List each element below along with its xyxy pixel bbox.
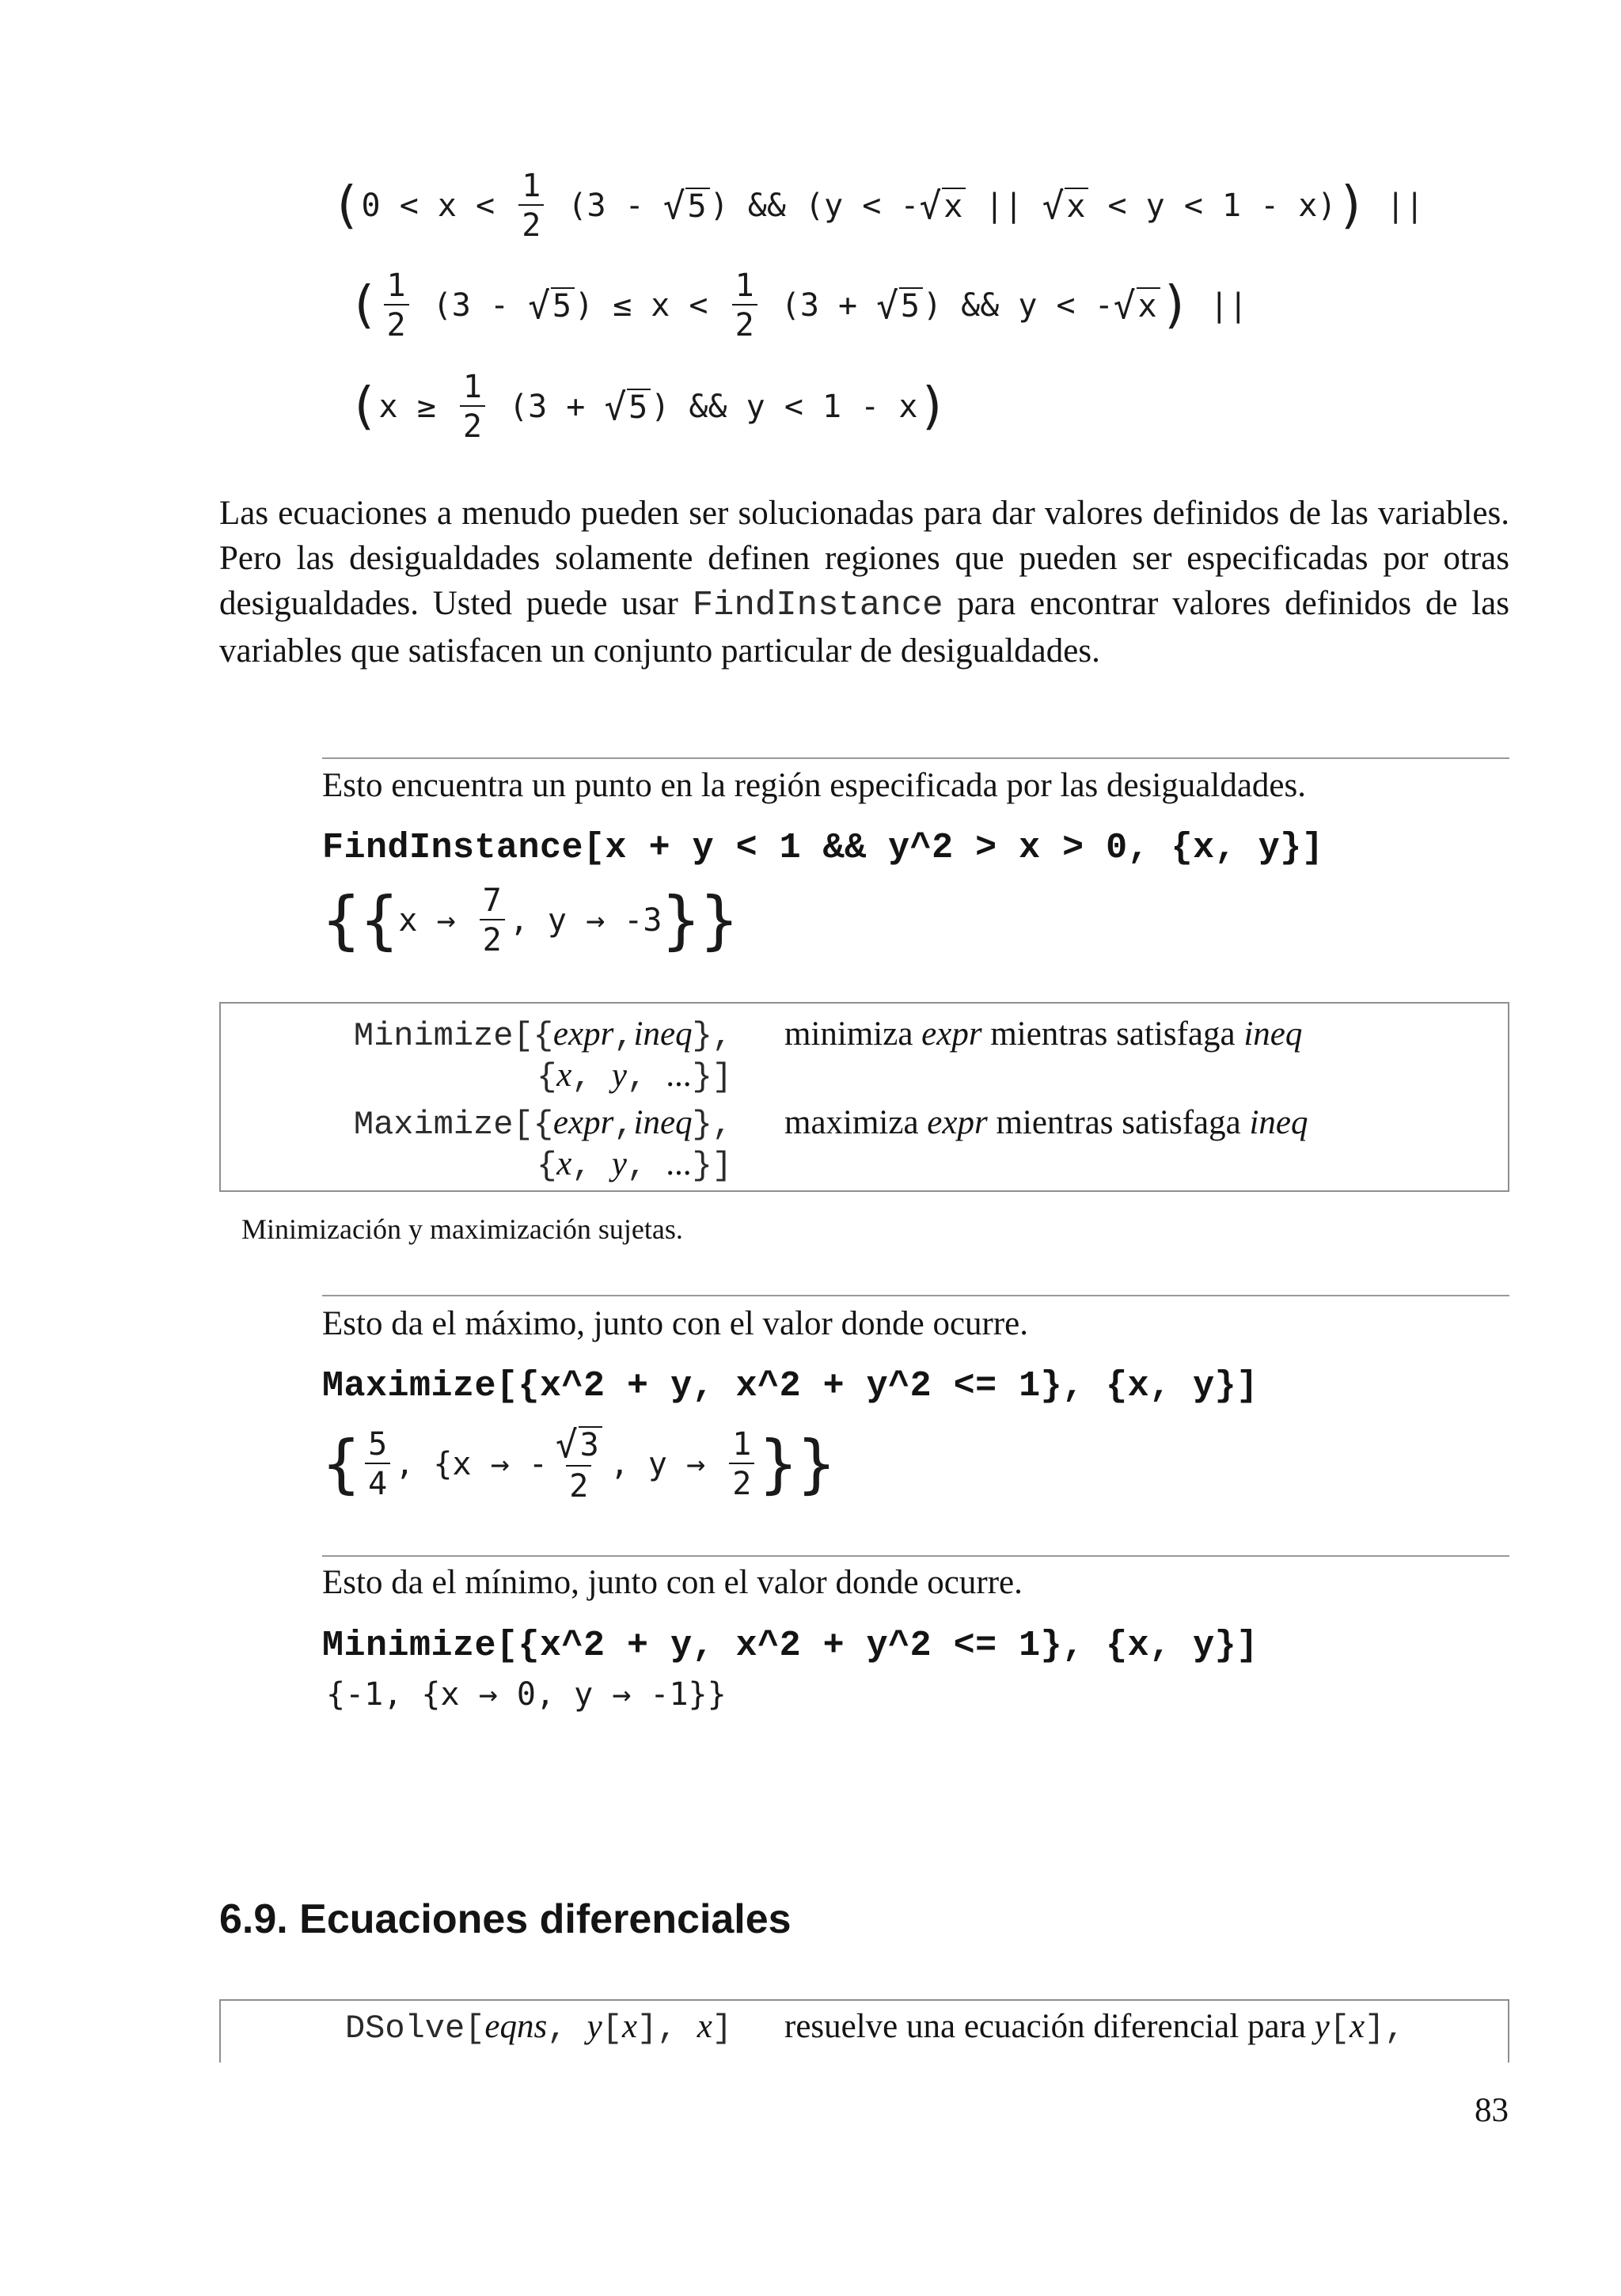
numerator: 1 [735, 268, 754, 304]
denominator: 2 [729, 1463, 754, 1500]
divider [322, 1555, 1509, 1557]
input-code: FindInstance[x + y < 1 && y^2 > x > 0, {x, y}] [322, 828, 1324, 868]
description-text: mientras satisfaga [981, 1015, 1244, 1053]
radical-sign: √ [662, 184, 685, 227]
code-text: ] [712, 2009, 732, 2047]
paren-close: ) [917, 378, 948, 436]
table-row [221, 1099, 1508, 1144]
argument: x [697, 2008, 712, 2045]
argument: ineq [1243, 1015, 1303, 1053]
argument: ... [666, 1057, 693, 1094]
fraction [384, 270, 409, 341]
sqrt [1113, 284, 1160, 327]
radical-sign: √ [604, 385, 627, 428]
math-text: (3 + [489, 389, 605, 425]
output-inequality-line-1 [331, 158, 1424, 253]
brace-close: }} [662, 883, 738, 957]
paren-close: ) [1160, 276, 1191, 335]
paren-open: ( [348, 276, 379, 335]
argument: ineq [633, 1015, 693, 1053]
radical-sign: √ [876, 284, 898, 327]
code-text: [ [602, 2009, 622, 2047]
numerator: 1 [386, 268, 406, 304]
math-text: (3 - [413, 287, 529, 324]
numerator: 5 [368, 1426, 388, 1463]
radical-sign: √ [555, 1423, 578, 1466]
sqrt-argument: 5 [551, 287, 575, 322]
code-text: }, [692, 1106, 732, 1144]
math-text: ) && y < - [922, 287, 1114, 324]
sqrt-argument: 5 [899, 287, 923, 322]
math-text: (3 + [761, 287, 877, 324]
output-inequality-line-2 [348, 258, 1247, 353]
sqrt [555, 1423, 602, 1466]
table-cell-description [784, 2007, 1405, 2047]
input-code: Minimize[{x^2 + y, x^2 + y^2 <= 1}, {x, y}] [322, 1626, 1258, 1666]
code-text: ], [637, 2009, 697, 2047]
sqrt-argument: 5 [627, 389, 651, 423]
fraction [365, 1426, 390, 1502]
paren-close: ) [1336, 176, 1368, 235]
code-text: Minimize[{ [353, 1017, 553, 1055]
table-cell-description [784, 1103, 1308, 1142]
argument: ineq [633, 1104, 693, 1141]
math-text: , {x → - [395, 1446, 548, 1482]
table-cell-description [784, 1015, 1302, 1053]
code-text: }, [692, 1017, 732, 1055]
code-text: , [571, 1147, 612, 1185]
code-text: , [547, 2009, 587, 2047]
code-text: { [537, 1147, 557, 1185]
argument: expr [552, 1104, 614, 1141]
code-text: , [571, 1058, 612, 1096]
page-number: 83 [1475, 2092, 1509, 2129]
sqrt [604, 385, 651, 428]
output-result: {-1, {x → 0, y → -1}} [326, 1676, 727, 1713]
math-text: (3 - [549, 188, 663, 224]
table-cell-function [354, 1103, 732, 1144]
code-text: ], [1365, 2009, 1405, 2047]
paren-open: ( [348, 378, 379, 436]
description-text: mientras satisfaga [987, 1104, 1250, 1141]
table-cell-function-continued [537, 1144, 732, 1185]
example-caption: Esto da el mínimo, junto con el valor donde ocurre. [322, 1564, 1023, 1601]
output-inequality-line-3 [348, 359, 948, 454]
table-cell-function [354, 1015, 732, 1055]
argument: y [611, 1057, 627, 1094]
code-text: { [537, 1058, 557, 1096]
argument: x [556, 1057, 572, 1094]
description-text: resuelve una ecuación diferencial para [784, 2008, 1315, 2045]
fraction [518, 168, 544, 244]
radical-sign: √ [919, 184, 942, 227]
numerator [552, 1423, 606, 1466]
fraction [552, 1423, 606, 1505]
math-text: || [1190, 287, 1248, 324]
math-text: , y → [609, 1446, 725, 1482]
argument: y [1314, 2008, 1330, 2045]
math-text: ) && (y < - [709, 188, 920, 224]
denominator: 2 [518, 204, 544, 241]
argument: x [556, 1145, 572, 1182]
math-text: < y < 1 - x) [1088, 188, 1337, 224]
output-result [322, 877, 738, 964]
fraction [729, 1426, 754, 1502]
table-row [221, 1007, 1508, 1053]
sqrt-argument: 5 [685, 188, 709, 222]
table-cell-function-continued [537, 1056, 732, 1096]
brace-open: { [322, 1427, 361, 1501]
sqrt [662, 184, 710, 227]
radical-sign: √ [1113, 284, 1136, 327]
code-text: , [613, 1106, 634, 1144]
math-text: ) ≤ x < [574, 287, 727, 324]
argument: x [1350, 2008, 1365, 2045]
example-caption: Esto da el máximo, junto con el valor donde ocurre. [322, 1305, 1028, 1342]
code-text: , [626, 1147, 667, 1185]
denominator: 2 [480, 919, 505, 956]
example-caption: Esto encuentra un punto en la región especificada por las desigualdades. [322, 767, 1306, 804]
table-row [221, 1053, 1508, 1099]
sqrt [919, 184, 966, 227]
sqrt-argument: x [942, 188, 966, 222]
table-row [221, 2001, 1508, 2047]
sqrt [528, 284, 575, 327]
paren-open: ( [331, 176, 362, 235]
argument: expr [921, 1015, 982, 1053]
brace-close: }} [759, 1427, 836, 1501]
argument: expr [552, 1015, 614, 1053]
function-table [219, 1002, 1509, 1192]
divider [322, 1295, 1509, 1296]
sqrt-argument: x [1137, 287, 1160, 322]
math-text: 0 < x < [361, 188, 514, 224]
divider [322, 757, 1509, 759]
sqrt [876, 284, 923, 327]
paragraph-text: Las ecuaciones a menudo pueden ser solucionadas para dar valores definidos de las variables. Pero las desigualdades solamente definen regiones que pueden ser especificadas por otras desigualdades. Usted puede usar [219, 495, 1509, 622]
denominator: 2 [384, 304, 409, 341]
input-code: Maximize[{x^2 + y, x^2 + y^2 <= 1}, {x, y}] [322, 1366, 1258, 1406]
fraction [460, 369, 485, 445]
math-text: || [966, 188, 1042, 224]
radical-sign: √ [528, 284, 550, 327]
code-text: , [613, 1017, 634, 1055]
inline-code: FindInstance [692, 586, 943, 625]
brace-open: {{ [322, 883, 399, 957]
body-paragraph [219, 491, 1509, 674]
output-result [322, 1417, 836, 1512]
fraction [480, 882, 505, 958]
math-text: x ≥ [378, 389, 455, 425]
numerator: 1 [522, 168, 541, 204]
code-text: [ [1329, 2009, 1350, 2047]
code-text: , [626, 1058, 667, 1096]
argument: y [611, 1145, 627, 1182]
numerator: 1 [732, 1426, 752, 1463]
denominator: 2 [566, 1465, 591, 1502]
math-text: , y → -3 [509, 902, 662, 939]
radical-sign: √ [1042, 184, 1065, 227]
code-text: DSolve[ [344, 2009, 485, 2047]
sqrt [1042, 184, 1089, 227]
math-text: || [1367, 188, 1425, 224]
numerator: 1 [462, 369, 482, 405]
argument: ineq [1249, 1104, 1308, 1141]
table-cell-function [345, 2007, 732, 2047]
denominator: 2 [732, 304, 757, 341]
argument: expr [927, 1104, 988, 1141]
sqrt-argument: 3 [579, 1426, 602, 1461]
numerator: 7 [482, 882, 502, 919]
argument: eqns [484, 2008, 548, 2045]
paragraph-text: para encontrar valores definidos de las variables que satisfacen un conjunto particular de desigualdades. [219, 585, 1509, 670]
sqrt-argument: x [1065, 188, 1088, 222]
code-text: Maximize[{ [353, 1106, 553, 1144]
description-text: maximiza [784, 1104, 928, 1141]
argument: y [587, 2008, 602, 2045]
description-text: minimiza [784, 1015, 922, 1053]
section-heading: 6.9. Ecuaciones diferenciales [219, 1896, 792, 1942]
math-text: ) && y < 1 - x [651, 389, 918, 425]
argument: x [621, 2008, 638, 2045]
function-table [219, 1999, 1509, 2063]
argument: ... [666, 1145, 693, 1182]
denominator: 4 [365, 1463, 390, 1500]
math-text: x → [398, 902, 475, 939]
code-text: }] [692, 1147, 732, 1185]
fraction [732, 270, 757, 341]
table-row [221, 1144, 1508, 1190]
code-text: }] [692, 1058, 732, 1096]
table-caption: Minimización y maximización sujetas. [241, 1213, 683, 1245]
denominator: 2 [460, 405, 485, 442]
